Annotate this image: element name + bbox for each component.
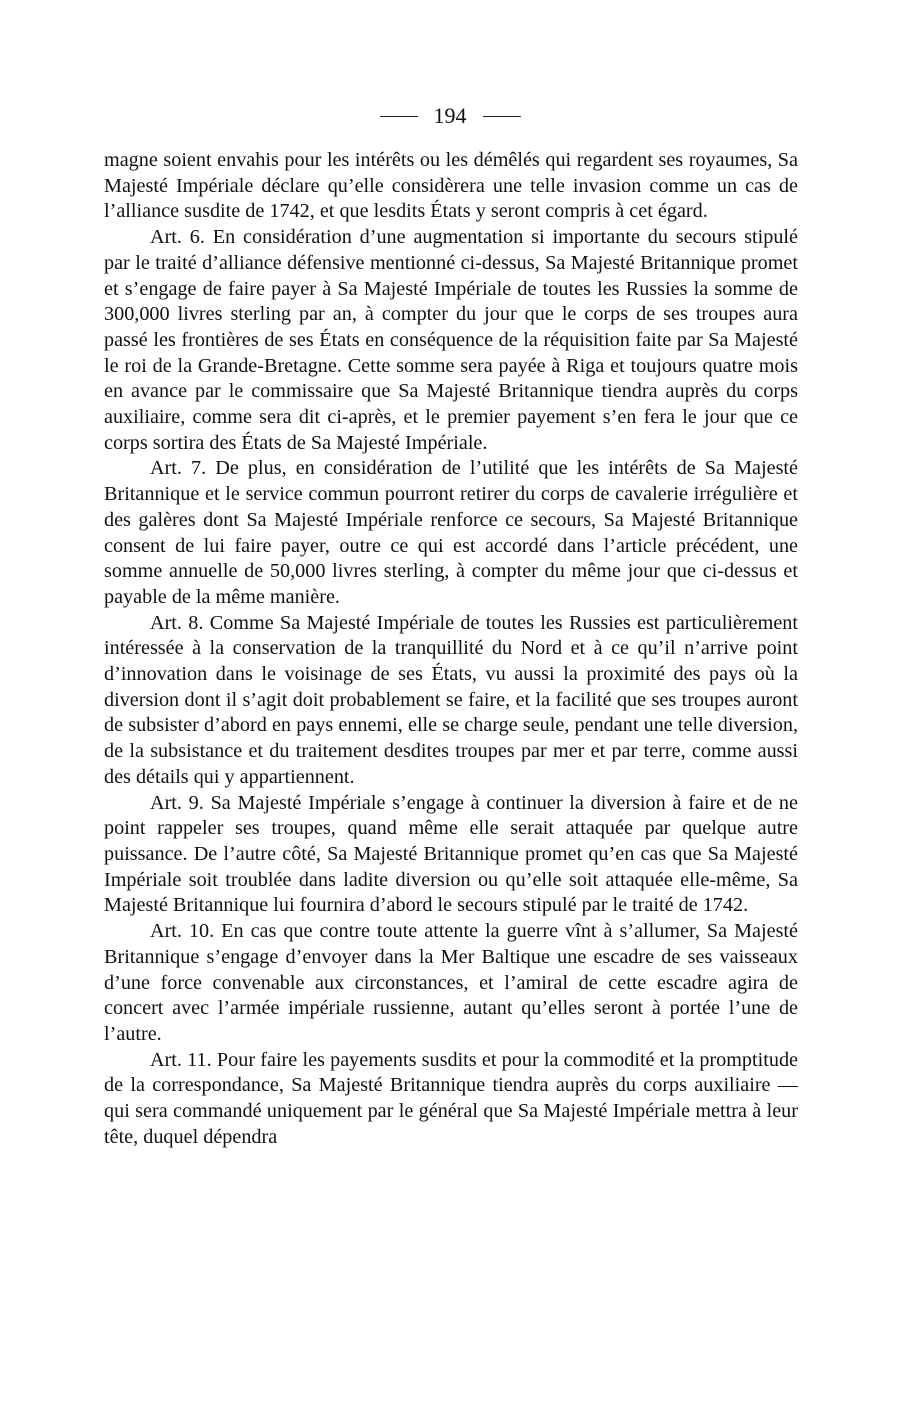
article-text: Sa Majesté Impériale s’engage à continuer la diversion à faire et de ne point rappeler ses troupes, quand même elle serait attaquée par quelque autre puissance. De l’autre côté, Sa Majesté Britannique promet qu’en cas que Sa Majesté Impériale soit troublée dans ladite diversion ou qu’elle soit attaquée elle-même, Sa Majesté Britannique lui fournira d’abord le secours stipulé par le traité de 1742. xyxy=(104,791,798,917)
article-label: Art. 6. xyxy=(150,226,205,249)
article-label: Art. 7. xyxy=(150,457,207,480)
article-text: Comme Sa Majesté Impériale de toutes les Russies est particulièrement intéressée à la conservation de la tranquillité du Nord et à ce qu’il n’arrive point d’innovation dans le voisinage de ses États, vu aussi la proximité des pays où la diversion dont il s’agit doit probablement se faire, et la facilité que ses troupes auront de subsister d’abord en pays ennemi, elle se charge seule, pendant une telle diversion, de la subsistance et du traitement desdites troupes par mer et par terre, comme aussi des détails qui y appartiennent. xyxy=(104,611,798,788)
header-dash-right xyxy=(483,116,521,117)
page-header xyxy=(0,103,900,129)
article-10 xyxy=(104,919,798,1048)
article-text: En cas que contre toute attente la guerre vînt à s’allumer, Sa Majesté Britannique s’engage d’envoyer dans la Mer Baltique une escadre de ses vaisseaux d’une force convenable aux circonstances, et l’amiral de cette escadre agira de concert avec l’armée impériale russienne, autant qu’elles seront à portée l’une de l’autre. xyxy=(104,920,798,1045)
article-11 xyxy=(104,1048,798,1151)
article-label: Art. 9. xyxy=(150,791,204,814)
article-label: Art. 11. xyxy=(150,1048,212,1071)
article-7 xyxy=(104,456,798,610)
article-text: En considération d’une augmentation si importante du secours stipulé par le traité d’alliance défensive mentionné ci-dessus, Sa Majesté Britannique promet et s’engage de faire payer à Sa Majesté Impériale de toutes les Russies la somme de 300,000 livres sterling par an, à compter du jour que le corps de ses troupes aura passé les frontières de ses États en conséquence de la réquisition faite par Sa Majesté le roi de la Grande-Bretagne. Cette somme sera payée à Riga et toujours quatre mois en avance par le commissaire que Sa Majesté Britannique tiendra auprès du corps auxiliaire, comme sera dit ci-après, et le premier payement s’en fera le jour que ce corps sortira des États de Sa Majesté Impériale. xyxy=(104,226,798,454)
article-text: Pour faire les payements susdits et pour la commodité et la promptitude de la correspondance, Sa Majesté Britannique tiendra auprès du corps auxiliaire — qui sera commandé uniquement par le général que Sa Majesté Impériale mettra à leur tête, duquel dépendra xyxy=(104,1048,799,1148)
article-label: Art. 8. xyxy=(150,611,204,634)
page-number: 194 xyxy=(433,103,467,128)
article-label: Art. 10. xyxy=(150,920,215,943)
body-text xyxy=(104,148,798,1150)
article-9 xyxy=(104,791,798,920)
article-8 xyxy=(104,611,798,791)
header-dash-left xyxy=(380,116,418,117)
article-6 xyxy=(104,225,798,456)
article-text: De plus, en considération de l’utilité que les intérêts de Sa Majesté Britannique et le service commun pourront retirer du corps de cavalerie irrégulière et des galères dont Sa Majesté Impériale renforce ce secours, Sa Majesté Britannique consent de lui faire payer, outre ce qui est accordé dans l’article précédent, une somme annuelle de 50,000 livres sterling, à compter du même jour que ci-dessus et payable de la même manière. xyxy=(104,457,798,608)
paragraph-text: magne soient envahis pour les intérêts ou les démêlés qui regardent ses royaumes, Sa Majesté Impériale déclare qu’elle considèrera une telle invasion comme un cas de l’alliance susdite de 1742, et que lesdits États y seront compris à cet égard. xyxy=(104,149,798,223)
paragraph-continuation xyxy=(104,148,798,225)
